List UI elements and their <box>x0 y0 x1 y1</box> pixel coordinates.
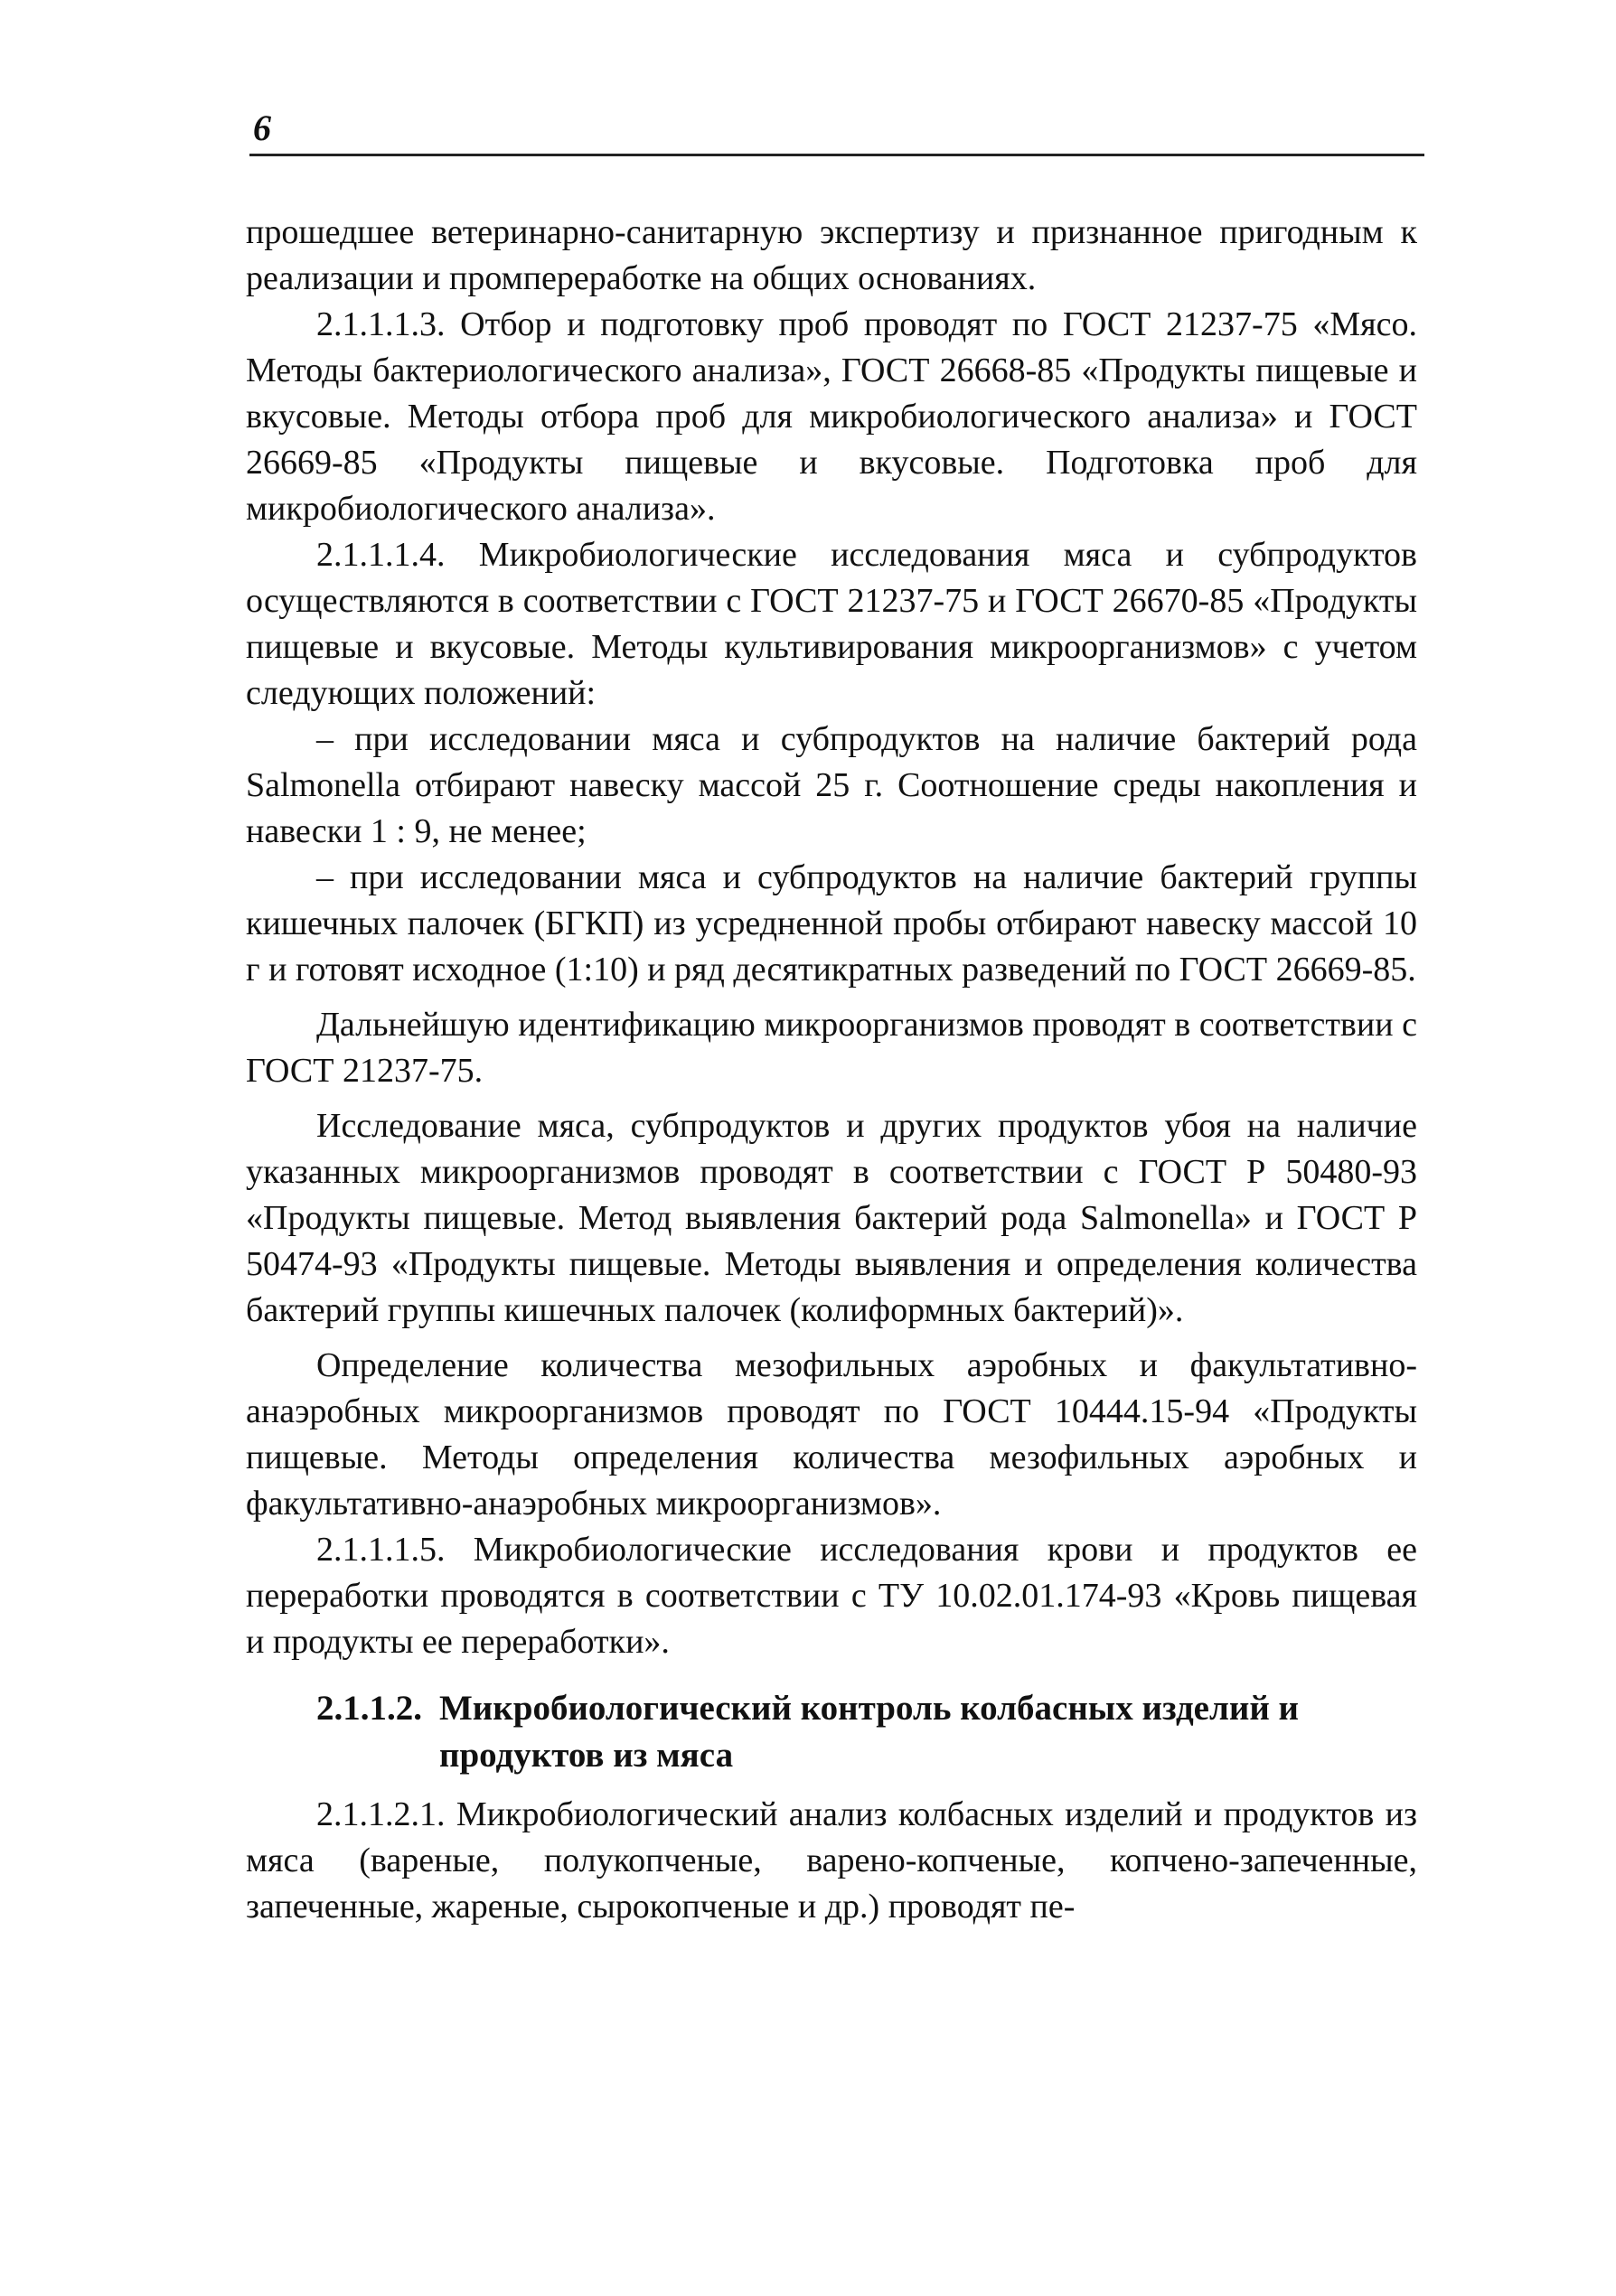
header-rule <box>249 154 1424 156</box>
page-number: 6 <box>253 108 271 148</box>
section-heading <box>316 1685 1417 1779</box>
paragraph-2-1-1-1-3: 2.1.1.1.3. Отбор и подготовку проб проводят по ГОСТ 21237-75 «Мясо. Методы бактериологического анализа», ГОСТ 26668-85 «Продукты пищевые и вкусовые. Методы отбора проб для микробиологического анализа» и ГОСТ 26669-85 «Продукты пищевые и вкусовые. Подготовка проб для микробиологического анализа». <box>246 305 1417 528</box>
list-item-salmonella: – при исследовании мяса и субпродуктов на наличие бактерий рода Salmonella отбирают навеску массой 25 г. Соотношение среды накопления и навески 1 : 9, не менее; <box>246 720 1417 850</box>
paragraph-research-methods: Исследование мяса, субпродуктов и других продуктов убоя на наличие указанных микроорганизмов проводят в соответствии с ГОСТ Р 50480-93 «Продукты пищевые. Метод выявления бактерий рода Salmonella» и ГОСТ Р 50474-93 «Продукты пищевые. Методы выявления и определения количества бактерий группы кишечных палочек (колиформных бактерий)». <box>246 1107 1417 1329</box>
section-title-line2: продуктов из мяса <box>439 1736 734 1775</box>
paragraph-2-1-1-1-5: 2.1.1.1.5. Микробиологические исследования крови и продуктов ее переработки проводятся в соответствии с ТУ 10.02.01.174-93 «Кровь пищевая и продукты ее переработки». <box>246 1531 1417 1661</box>
section-number: 2.1.1.2. <box>316 1689 422 1728</box>
page-content <box>246 210 1417 1930</box>
paragraph-aerobic-count: Определение количества мезофильных аэробных и факультативно-анаэробных микроорганизмов проводят по ГОСТ 10444.15-94 «Продукты пищевые. Методы определения количества мезофильных аэробных и факультативно-анаэробных микроорганизмов». <box>246 1346 1417 1523</box>
page-header <box>249 107 1424 157</box>
paragraph-2-1-1-1-4: 2.1.1.1.4. Микробиологические исследования мяса и субпродуктов осуществляются в соответствии с ГОСТ 21237-75 и ГОСТ 26670-85 «Продукты пищевые и вкусовые. Методы культивирования микроорганизмов» с учетом следующих положений: <box>246 536 1417 712</box>
paragraph-2-1-1-2-1: 2.1.1.2.1. Микробиологический анализ колбасных изделий и продуктов из мяса (вареные, полукопченые, варено-копченые, копчено-запеченные, запеченные, жареные, сырокопченые и др.) проводят пе- <box>246 1795 1417 1926</box>
paragraph-identification: Дальнейшую идентификацию микроорганизмов проводят в соответствии с ГОСТ 21237-75. <box>246 1006 1417 1090</box>
paragraph-continuation: прошедшее ветеринарно-санитарную экспертизу и признанное пригодным к реализации и промпереработке на общих основаниях. <box>246 213 1417 297</box>
section-title-line1: Микробиологический контроль колбасных изделий и <box>439 1689 1300 1728</box>
list-item-bgkp: – при исследовании мяса и субпродуктов на наличие бактерий группы кишечных палочек (БГКП) из усредненной пробы отбирают навеску массой 10 г и готовят исходное (1:10) и ряд десятикратных разведений по ГОСТ 26669-85. <box>246 858 1417 989</box>
